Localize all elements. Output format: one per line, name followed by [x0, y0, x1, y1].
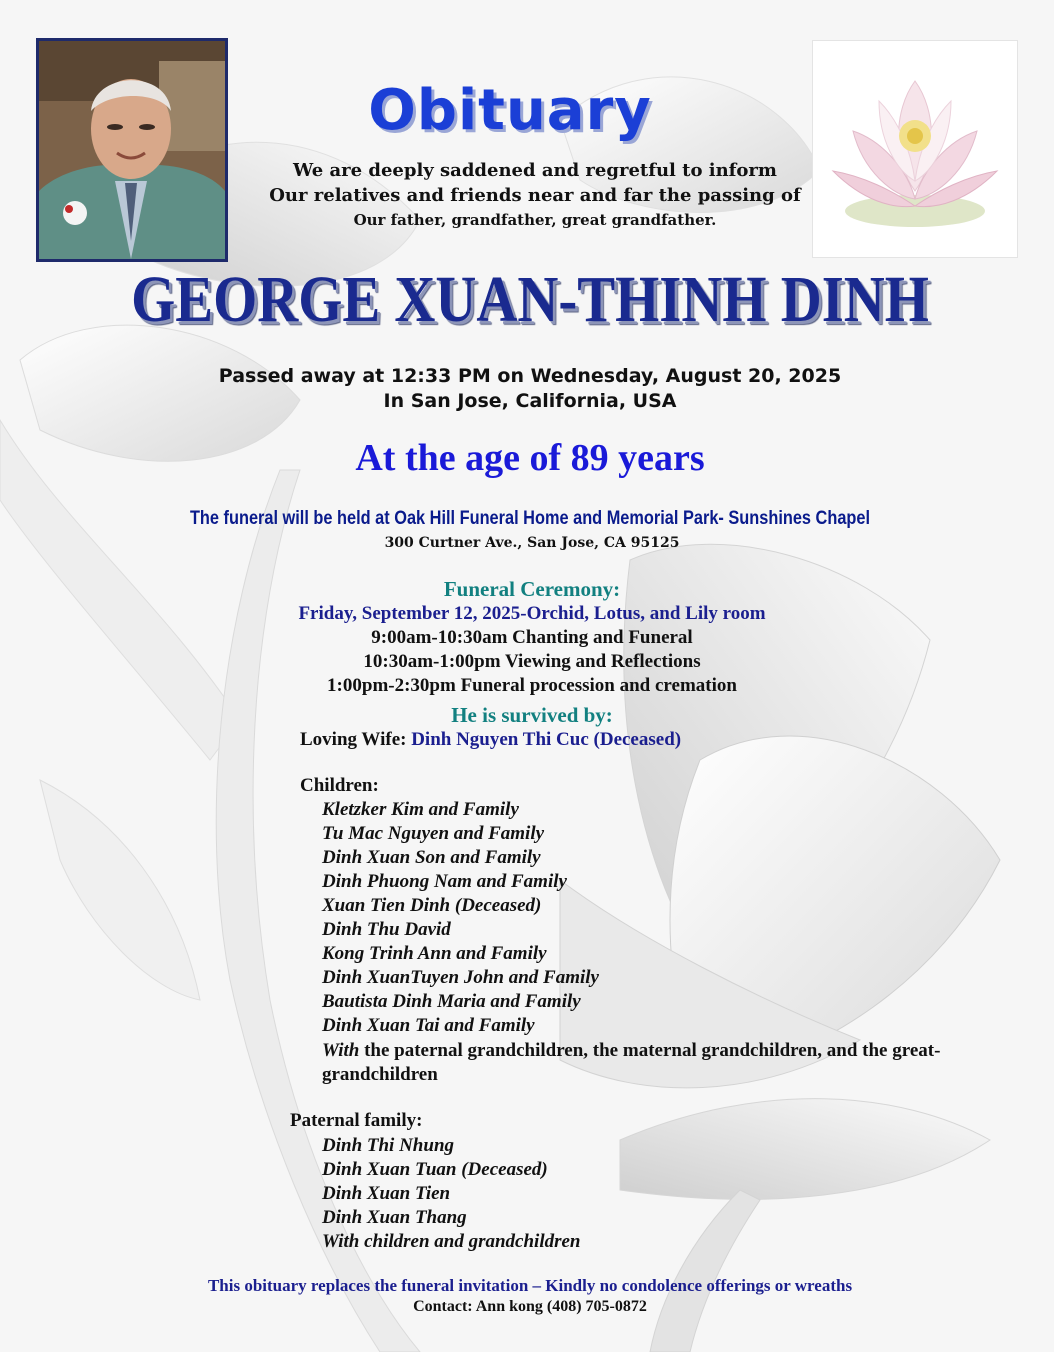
- funeral-address: 300 Curtner Ave., San Jose, CA 95125: [384, 535, 680, 551]
- wife-line: [300, 729, 681, 751]
- deceased-name: GEORGE XUAN-THINH DINH: [131, 263, 929, 336]
- portrait-photo: [36, 38, 228, 262]
- list-item: Dinh XuanTuyen John and Family: [322, 967, 599, 988]
- list-item: Dinh Thi Nhung: [322, 1135, 455, 1156]
- survived-by-heading: He is survived by:: [451, 703, 613, 727]
- ceremony-heading: Funeral Ceremony:: [443, 577, 621, 601]
- list-item: Dinh Xuan Thang: [322, 1207, 467, 1228]
- list-item: With children and grandchildren: [322, 1231, 581, 1252]
- schedule-item: 10:30am-1:00pm Viewing and Reflections: [363, 651, 701, 672]
- list-item: Kong Trinh Ann and Family: [322, 943, 547, 964]
- list-item: Dinh Thu David: [322, 919, 451, 940]
- wife-label: Loving Wife:: [300, 729, 412, 750]
- list-item: Bautista Dinh Maria and Family: [322, 991, 581, 1012]
- list-item: Dinh Xuan Tai and Family: [322, 1015, 535, 1036]
- ceremony-date: Friday, September 12, 2025-Orchid, Lotus, and Lily room: [298, 603, 766, 624]
- list-item: Kletzker Kim and Family: [322, 799, 519, 820]
- intro-line-3: Our father, grandfather, great grandfather.: [353, 211, 717, 229]
- list-item: Dinh Xuan Tien: [322, 1183, 451, 1204]
- list-item: Dinh Phuong Nam and Family: [322, 871, 567, 892]
- with-word: With: [322, 1040, 360, 1061]
- list-item: Tu Mac Nguyen and Family: [322, 823, 545, 844]
- paternal-family-list: [322, 1134, 581, 1254]
- list-item: Xuan Tien Dinh (Deceased): [322, 895, 542, 916]
- footer-notice: This obituary replaces the funeral invitation – Kindly no condolence offerings or wreaths: [207, 1276, 853, 1295]
- grandchildren-line: [322, 1039, 942, 1087]
- lotus-flower-image: [812, 40, 1018, 258]
- funeral-location: The funeral will be held at Oak Hill Funeral Home and Memorial Park- Sunshines Chapel: [189, 508, 871, 529]
- list-item: Dinh Xuan Son and Family: [322, 847, 541, 868]
- wife-name: Dinh Nguyen Thi Cuc (Deceased): [411, 729, 682, 750]
- children-list: [322, 798, 599, 1038]
- passed-away-location: In San Jose, California, USA: [383, 390, 677, 412]
- paternal-family-label: Paternal family:: [290, 1110, 423, 1131]
- passed-away-line: Passed away at 12:33 PM on Wednesday, August 20, 2025: [218, 365, 842, 387]
- age-line: At the age of 89 years: [355, 437, 705, 479]
- intro-line-2: Our relatives and friends near and far the passing of: [269, 185, 801, 206]
- list-item: Dinh Xuan Tuan (Deceased): [322, 1159, 548, 1180]
- page-title: Obituary: [368, 78, 652, 143]
- grandchildren-text: the paternal grandchildren, the maternal grandchildren, and the great-grandchildren: [322, 1040, 941, 1085]
- intro-line-1: We are deeply saddened and regretful to inform: [293, 160, 777, 181]
- footer-contact: Contact: Ann kong (408) 705-0872: [413, 1298, 647, 1315]
- schedule-item: 9:00am-10:30am Chanting and Funeral: [371, 627, 693, 648]
- schedule-item: 1:00pm-2:30pm Funeral procession and cremation: [327, 675, 737, 696]
- children-label: Children:: [300, 775, 379, 796]
